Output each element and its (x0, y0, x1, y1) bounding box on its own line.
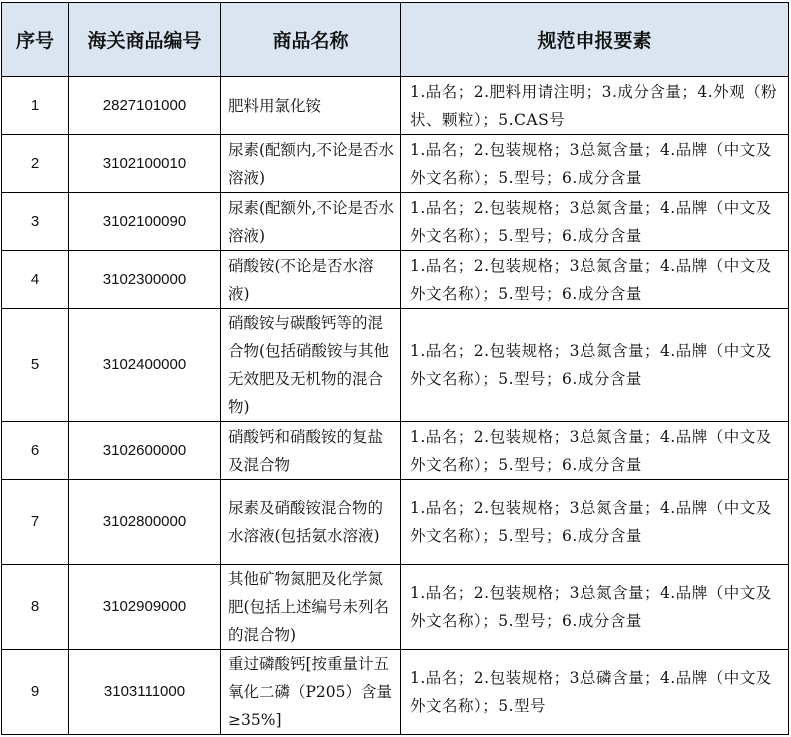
cell-serial-no: 7 (2, 480, 69, 565)
cell-declaration-elements: 1.品名；2.包装规格；3总氮含量；4.品牌（中文及外文名称）；5.型号；6.成分含量 (401, 193, 789, 251)
table-row (2, 565, 789, 650)
cell-serial-no: 1 (2, 77, 69, 135)
cell-product-name: 硝酸钙和硝酸铵的复盐及混合物 (221, 422, 401, 480)
header-customs-code: 海关商品编号 (69, 3, 221, 77)
cell-customs-code: 3103111000 (69, 650, 221, 735)
cell-serial-no: 3 (2, 193, 69, 251)
cell-customs-code: 2827101000 (69, 77, 221, 135)
table-row (2, 480, 789, 565)
cell-serial-no: 9 (2, 650, 69, 735)
header-row (2, 3, 789, 77)
header-declaration-elements: 规范申报要素 (401, 3, 789, 77)
cell-customs-code: 3102909000 (69, 565, 221, 650)
cell-declaration-elements: 1.品名；2.包装规格；3总氮含量；4.品牌（中文及外文名称）；5.型号；6.成分含量 (401, 251, 789, 309)
cell-customs-code: 3102100090 (69, 193, 221, 251)
cell-customs-code: 3102100010 (69, 135, 221, 193)
cell-product-name: 硝酸铵(不论是否水溶液) (221, 251, 401, 309)
cell-product-name: 肥料用氯化铵 (221, 77, 401, 135)
customs-declaration-table (1, 2, 789, 735)
table-row (2, 650, 789, 735)
cell-declaration-elements: 1.品名；2.包装规格；3总氮含量；4.品牌（中文及外文名称）；5.型号；6.成分含量 (401, 565, 789, 650)
cell-customs-code: 3102300000 (69, 251, 221, 309)
cell-declaration-elements: 1.品名；2.包装规格；3总氮含量；4.品牌（中文及外文名称）；5.型号；6.成分含量 (401, 480, 789, 565)
cell-declaration-elements: 1.品名；2.包装规格；3总氮含量；4.品牌（中文及外文名称）；5.型号；6.成分含量 (401, 422, 789, 480)
table-row (2, 135, 789, 193)
table-row (2, 193, 789, 251)
cell-product-name: 硝酸铵与碳酸钙等的混合物(包括硝酸铵与其他无效肥及无机物的混合物) (221, 309, 401, 422)
table-row (2, 422, 789, 480)
cell-customs-code: 3102600000 (69, 422, 221, 480)
table-row (2, 77, 789, 135)
cell-product-name: 尿素(配额外,不论是否水溶液) (221, 193, 401, 251)
cell-customs-code: 3102800000 (69, 480, 221, 565)
cell-product-name: 重过磷酸钙[按重量计五氧化二磷（P205）含量≥35%] (221, 650, 401, 735)
cell-serial-no: 5 (2, 309, 69, 422)
table-row (2, 309, 789, 422)
cell-serial-no: 4 (2, 251, 69, 309)
table-row (2, 251, 789, 309)
cell-serial-no: 6 (2, 422, 69, 480)
cell-serial-no: 8 (2, 565, 69, 650)
cell-serial-no: 2 (2, 135, 69, 193)
cell-customs-code: 3102400000 (69, 309, 221, 422)
cell-declaration-elements: 1.品名；2.包装规格；3总磷含量；4.品牌（中文及外文名称）；5.型号 (401, 650, 789, 735)
cell-declaration-elements: 1.品名；2.肥料用请注明；3.成分含量；4.外观（粉状、颗粒）；5.CAS号 (401, 77, 789, 135)
cell-product-name: 尿素及硝酸铵混合物的水溶液(包括氨水溶液) (221, 480, 401, 565)
cell-declaration-elements: 1.品名；2.包装规格；3总氮含量；4.品牌（中文及外文名称）；5.型号；6.成分含量 (401, 135, 789, 193)
cell-product-name: 尿素(配额内,不论是否水溶液) (221, 135, 401, 193)
cell-product-name: 其他矿物氮肥及化学氮肥(包括上述编号未列名的混合物) (221, 565, 401, 650)
header-product-name: 商品名称 (221, 3, 401, 77)
header-serial-no: 序号 (2, 3, 69, 77)
cell-declaration-elements: 1.品名；2.包装规格；3总氮含量；4.品牌（中文及外文名称）；5.型号；6.成分含量 (401, 309, 789, 422)
